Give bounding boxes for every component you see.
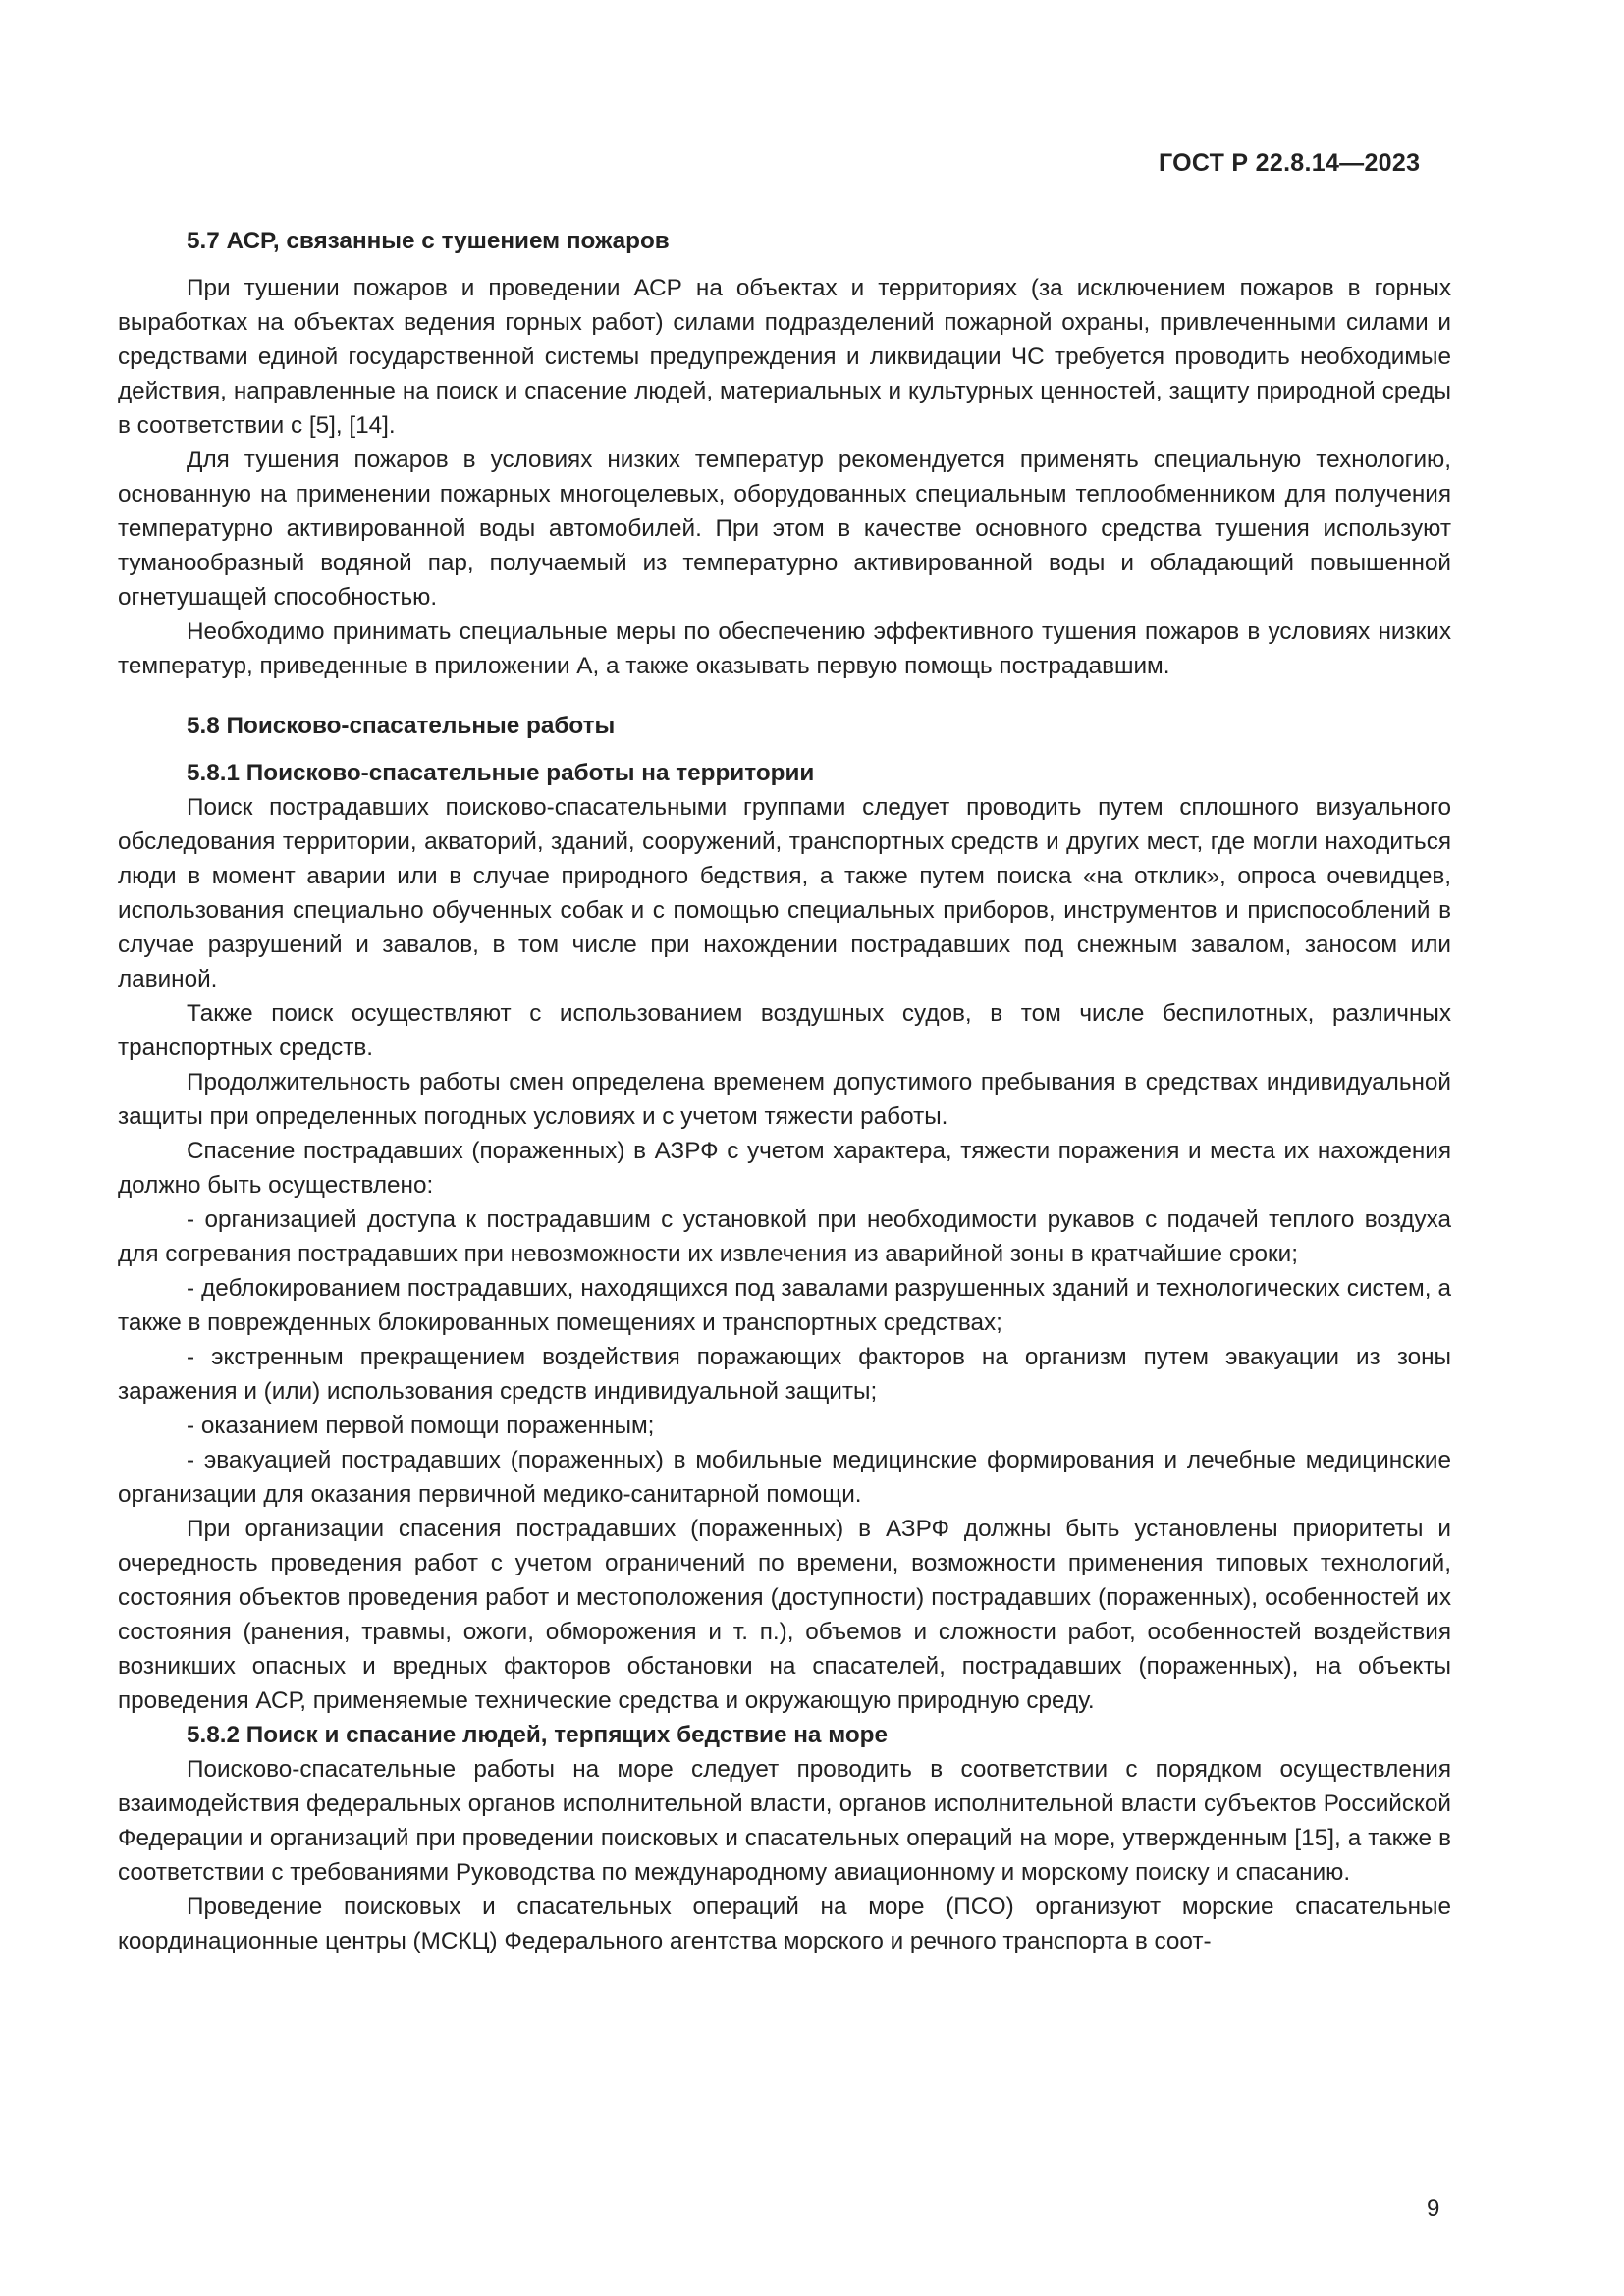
paragraph: Поиск пострадавших поисково-спасательными группами следует проводить путем сплошного визуального обследования территории, акваторий, зданий, сооружений, транспортных средств и других мест, где могли находиться люди в момент аварии или в случае природного бедствия, а также путем поиска «на отклик», опроса очевидцев, использования специально обученных собак и с помощью специальных приборов, инструментов и приспособлений в случае разрушений и завалов, в том числе при нахождении пострадавших под снежным завалом, заносом или лавиной. (118, 794, 1451, 992)
paragraph: При тушении пожаров и проведении АСР на объектах и территориях (за исключением пожаров в горных выработках на объектах ведения горных работ) силами подразделений пожарной охраны, привлеченными силами и средствами единой государственной системы предупреждения и ликвидации ЧС требуется проводить необходимые действия, направленные на поиск и спасение людей, материальных и культурных ценностей, защиту природной среды в соответствии с [5], [14]. (118, 275, 1451, 439)
section-5-8-title: 5.8 Поисково-спасательные работы (187, 713, 616, 739)
paragraph: Проведение поисковых и спасательных операций на море (ПСО) организуют морские спасательные координационные центры (МСКЦ) Федерального агентства морского и речного транспорта в соот- (118, 1894, 1451, 1954)
paragraph: Продолжительность работы смен определена временем допустимого пребывания в средствах индивидуальной защиты при определенных погодных условиях и с учетом тяжести работы. (118, 1069, 1451, 1130)
list-item: - экстренным прекращением воздействия поражающих факторов на организм путем эвакуации из зоны заражения и (или) использования средств индивидуальной защиты; (118, 1344, 1451, 1405)
section-5-8-2-title: 5.8.2 Поиск и спасание людей, терпящих бедствие на море (187, 1722, 889, 1748)
paragraph: Также поиск осуществляют с использованием воздушных судов, в том числе беспилотных, различных транспортных средств. (118, 1000, 1451, 1061)
paragraph: Спасение пострадавших (пораженных) в АЗРФ с учетом характера, тяжести поражения и места их нахождения должно быть осуществлено: (118, 1138, 1451, 1199)
section-5-7-title: 5.7 АСР, связанные с тушением пожаров (187, 228, 670, 254)
paragraph: Поисково-спасательные работы на море следует проводить в соответствии с порядком осуществления взаимодействия федеральных органов исполнительной власти, органов исполнительной власти субъектов Российской Федерации и организаций при проведении поисковых и спасательных операций на море, утвержденным [15], а также в соответствии с требованиями Руководства по международному авиационному и морскому поиску и спасанию. (118, 1756, 1451, 1886)
paragraph: Для тушения пожаров в условиях низких температур рекомендуется применять специальную технологию, основанную на применении пожарных многоцелевых, оборудованных специальным теплообменником для получения температурно активированной воды автомобилей. При этом в качестве основного средства тушения используют туманообразный водяной пар, получаемый из температурно активированной воды и обладающий повышенной огнетушащей способностью. (118, 447, 1451, 611)
list-item: - организацией доступа к пострадавшим с установкой при необходимости рукавов с подачей теплого воздуха для согревания пострадавших при невозможности их извлечения из аварийной зоны в кратчайшие сроки; (118, 1206, 1451, 1267)
page-number: 9 (1427, 2195, 1440, 2221)
paragraph: При организации спасения пострадавших (пораженных) в АЗРФ должны быть установлены приоритеты и очередность проведения работ с учетом ограничений по времени, возможности применения типовых технологий, состояния объектов проведения работ и местоположения (доступности) пострадавших (пораженных), особенностей их состояния (ранения, травмы, ожоги, обморожения и т. п.), объемов и сложности работ, особенностей воздействия возникших опасных и вредных факторов обстановки на спасателей, пострадавших (пораженных), на объекты проведения АСР, применяемые технические средства и окружающую природную среду. (118, 1516, 1451, 1714)
list-item: - деблокированием пострадавших, находящихся под завалами разрушенных зданий и технологических систем, а также в поврежденных блокированных помещениях и транспортных средствах; (118, 1275, 1451, 1336)
paragraph: Необходимо принимать специальные меры по обеспечению эффективного тушения пожаров в условиях низких температур, приведенные в приложении А, а также оказывать первую помощь пострадавшим. (118, 618, 1451, 679)
section-5-8-1-title: 5.8.1 Поисково-спасательные работы на территории (187, 760, 815, 786)
standard-id-header: ГОСТ Р 22.8.14—2023 (1159, 149, 1421, 177)
list-item: - эвакуацией пострадавших (пораженных) в мобильные медицинские формирования и лечебные медицинские организации для оказания первичной медико-санитарной помощи. (118, 1447, 1451, 1508)
list-item: - оказанием первой помощи пораженным; (187, 1413, 655, 1439)
document-body (118, 224, 1451, 1958)
